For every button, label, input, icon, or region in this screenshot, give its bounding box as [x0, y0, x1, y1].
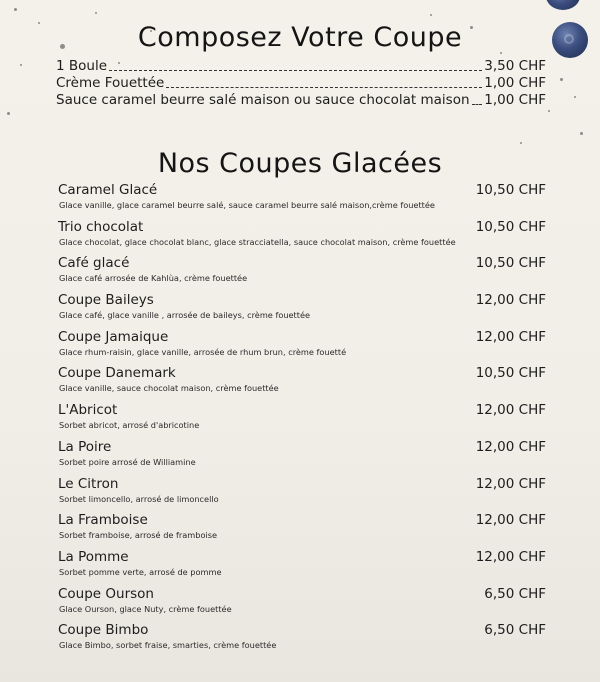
item-price: 12,00 CHF: [475, 328, 546, 345]
item-name: Caramel Glacé: [58, 182, 158, 198]
item-description: Glace Ourson, glace Nuty, crème fouettée: [59, 603, 232, 614]
coupes-heading: Nos Coupes Glacées: [157, 148, 443, 179]
item-description: Sorbet framboise, arrosé de framboise: [59, 530, 218, 541]
item-price: 12,00 CHF: [475, 548, 546, 565]
menu-item: [58, 621, 546, 658]
item-name: Le Citron: [58, 475, 119, 492]
item-name: La Framboise: [58, 512, 148, 529]
item-name: Trio chocolat: [58, 218, 144, 235]
leader-dots: [109, 70, 482, 71]
speckle-decor: [14, 8, 17, 11]
blueberry-decor: [546, 0, 580, 10]
leader-dots: [166, 87, 482, 88]
item-name: Coupe Ourson: [58, 585, 154, 602]
item-price: 12,00 CHF: [475, 438, 546, 455]
item-name: Coupe Jamaique: [58, 328, 169, 345]
option-name: 1 Boule: [56, 58, 108, 74]
menu-item: [58, 548, 546, 585]
menu-item: [58, 511, 546, 548]
speckle-decor: [20, 64, 22, 66]
speckle-decor: [548, 110, 550, 112]
speckle-decor: [95, 12, 97, 14]
compose-options-list: [56, 58, 546, 109]
item-description: Sorbet limoncello, arrosé de limoncello: [59, 493, 219, 504]
speckle-decor: [574, 96, 576, 98]
item-name: La Pomme: [58, 548, 129, 565]
item-price: 10,50 CHF: [475, 365, 546, 382]
item-description: Sorbet abricot, arrosé d'abricotine: [59, 420, 200, 431]
menu-item: [58, 475, 546, 512]
item-price: 6,50 CHF: [484, 622, 546, 639]
speckle-decor: [580, 132, 583, 135]
menu-item: [58, 438, 546, 475]
item-price: 6,50 CHF: [484, 585, 546, 602]
item-price: 10,50 CHF: [475, 255, 546, 272]
item-description: Glace chocolat, glace chocolat blanc, glace stracciatella, sauce chocolat maison, crème fouettée: [59, 236, 456, 247]
item-price: 10,50 CHF: [475, 218, 546, 235]
item-name: Coupe Bimbo: [58, 622, 149, 639]
item-price: 10,50 CHF: [475, 182, 546, 198]
item-name: Coupe Baileys: [58, 292, 154, 309]
option-price: 1,00 CHF: [484, 75, 546, 91]
menu-item: [58, 218, 546, 255]
item-price: 12,00 CHF: [475, 475, 546, 492]
compose-heading: Composez Votre Coupe: [137, 22, 463, 53]
item-description: Glace vanille, glace caramel beurre salé, sauce caramel beurre salé maison,crème fouettée: [59, 200, 435, 210]
menu-item: [58, 364, 546, 401]
compose-option: [56, 58, 546, 75]
compose-option: [56, 92, 546, 109]
menu-item: [58, 585, 546, 622]
item-price: 12,00 CHF: [475, 402, 546, 419]
item-price: 12,00 CHF: [475, 292, 546, 309]
compose-option: [56, 75, 546, 92]
option-name: Sauce caramel beurre salé maison ou sauce chocolat maison: [56, 92, 470, 108]
item-description: Glace vanille, sauce chocolat maison, crème fouettée: [59, 383, 279, 394]
item-description: Sorbet pomme verte, arrosé de pomme: [59, 566, 222, 577]
menu-item: [58, 254, 546, 291]
menu-item: [58, 291, 546, 328]
item-description: Glace rhum-raisin, glace vanille, arrosée de rhum brun, crème fouetté: [59, 346, 347, 357]
item-name: La Poire: [58, 438, 112, 455]
option-price: 3,50 CHF: [484, 58, 546, 74]
item-description: Glace café, glace vanille , arrosée de baileys, crème fouettée: [59, 310, 311, 321]
item-description: Sorbet poire arrosé de Williamine: [59, 456, 196, 467]
menu-item: [58, 401, 546, 438]
menu-item: [58, 328, 546, 365]
option-name: Crème Fouettée: [56, 75, 165, 91]
leader-dots: [472, 104, 483, 105]
menu-item: [58, 181, 546, 218]
speckle-decor: [430, 14, 432, 16]
speckle-decor: [7, 112, 10, 115]
speckle-decor: [520, 142, 522, 144]
item-name: Café glacé: [58, 255, 130, 272]
item-description: Glace café arrosée de Kahlùa, crème fouettée: [59, 273, 248, 284]
item-description: Glace Bimbo, sorbet fraise, smarties, crème fouettée: [59, 640, 277, 651]
coupes-list: [58, 181, 546, 658]
item-name: Coupe Danemark: [58, 365, 176, 382]
option-price: 1,00 CHF: [484, 92, 546, 108]
item-price: 12,00 CHF: [475, 512, 546, 529]
speckle-decor: [560, 78, 563, 81]
item-name: L'Abricot: [58, 402, 118, 419]
